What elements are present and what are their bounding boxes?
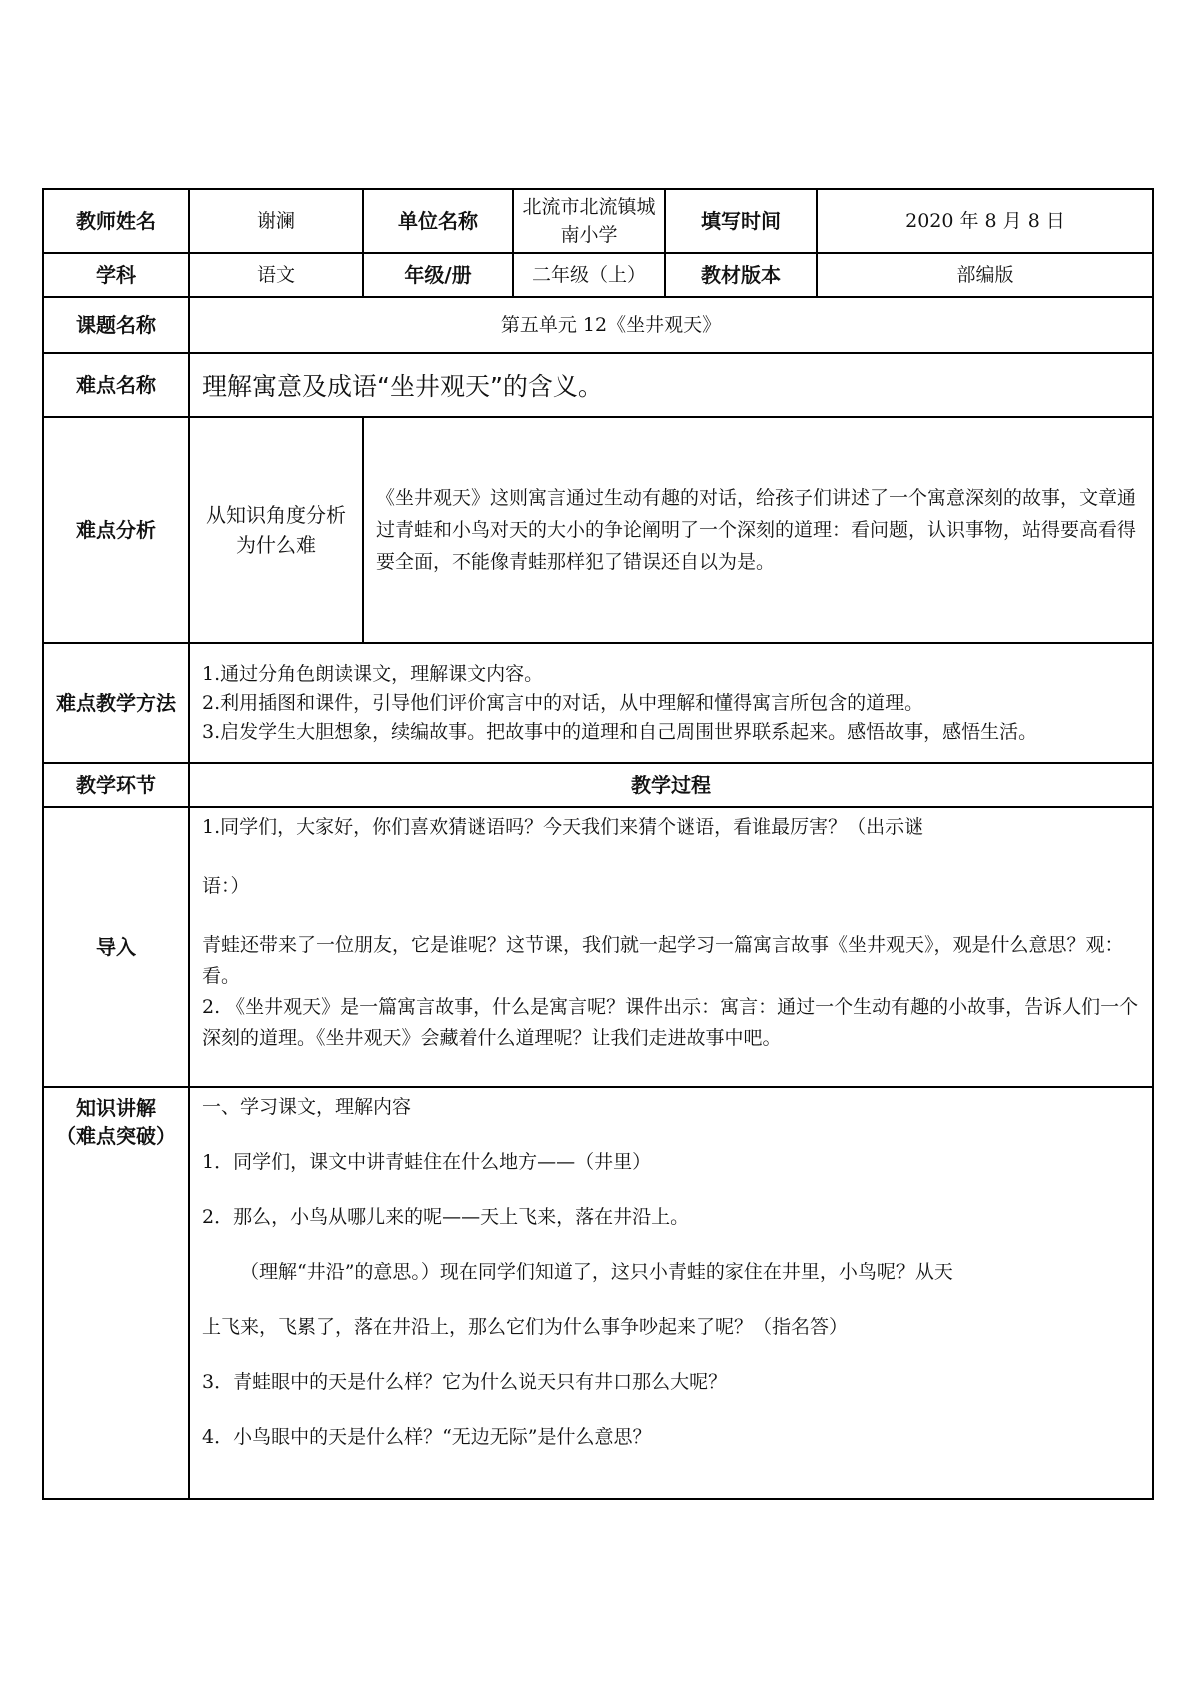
intro-label: 导入 (43, 807, 189, 1087)
grade-value: 二年级（上） (513, 253, 665, 297)
intro-paragraph: 1.同学们，大家好，你们喜欢猜谜语吗？今天我们来猜个谜语，看谁最厉害？（出示谜 (202, 816, 924, 838)
knowledge-label-line2: （难点突破） (56, 1124, 176, 1148)
subject-value: 语文 (189, 253, 363, 297)
header-row-2 (43, 253, 1153, 297)
date-value: 2020 年 8 月 8 日 (817, 189, 1153, 253)
intro-paragraph: 2. 《坐井观天》是一篇寓言故事，什么是寓言呢？课件出示：寓言：通过一个生动有趣的小故事，告诉人们一个深刻的道理。《坐井观天》会藏着什么道理呢？让我们走进故事中吧。 (202, 996, 1139, 1049)
analysis-sublabel-line2: 为什么难 (236, 533, 316, 557)
knowledge-line: 4．小鸟眼中的天是什么样？“无边无际”是什么意思？ (202, 1426, 652, 1448)
unit-value-line2: 南小学 (560, 224, 618, 246)
lesson-plan (42, 188, 1152, 1500)
intro-paragraph: 青蛙还带来了一位朋友，它是谁呢？这节课，我们就一起学习一篇寓言故事《坐井观天》，观是什么意思？观：看。 (202, 934, 1124, 987)
knowledge-line: 1．同学们，课文中讲青蛙住在什么地方——（井里） (202, 1151, 652, 1173)
analysis-row (43, 417, 1153, 643)
topic-value (189, 297, 1153, 353)
unit-label: 单位名称 (363, 189, 513, 253)
difficulty-label: 难点名称 (43, 353, 189, 417)
topic-text: 第五单元 12《坐井观天》 (500, 314, 722, 336)
unit-value-line1: 北流市北流镇城 (522, 196, 656, 218)
analysis-label: 难点分析 (43, 417, 189, 643)
method-label: 难点教学方法 (43, 643, 189, 763)
topic-row (43, 297, 1153, 353)
analysis-sublabel (189, 417, 363, 643)
grade-label: 年级/册 (363, 253, 513, 297)
method-row (43, 643, 1153, 763)
topic-label: 课题名称 (43, 297, 189, 353)
knowledge-row (43, 1087, 1153, 1499)
analysis-sublabel-line1: 从知识角度分析 (206, 503, 346, 527)
unit-value (513, 189, 665, 253)
method-list (189, 643, 1153, 763)
method-item: 1.通过分角色朗读课文，理解课文内容。 (202, 662, 544, 685)
intro-content (189, 807, 1153, 1087)
difficulty-row (43, 353, 1153, 417)
knowledge-line: 2．那么，小鸟从哪儿来的呢——天上飞来，落在井沿上。 (202, 1206, 690, 1228)
knowledge-line: 3．青蛙眼中的天是什么样？它为什么说天只有井口那么大呢？ (202, 1371, 728, 1393)
analysis-text: 《坐井观天》这则寓言通过生动有趣的对话，给孩子们讲述了一个寓意深刻的故事，文章通过青蛙和小鸟对天的大小的争论阐明了一个深刻的道理：看问题，认识事物，站得要高看得要全面，不能像青蛙那样犯了错误还自以为是。 (363, 417, 1153, 643)
teacher-value: 谢澜 (189, 189, 363, 253)
intro-row (43, 807, 1153, 1087)
knowledge-line: 上飞来，飞累了，落在井沿上，那么它们为什么事争吵起来了呢？（指名答） (202, 1316, 849, 1338)
method-item: 3.启发学生大胆想象，续编故事。把故事中的道理和自己周围世界联系起来。感悟故事，感悟生活。 (202, 720, 1038, 743)
knowledge-label (43, 1087, 189, 1499)
method-item: 2.利用插图和课件，引导他们评价寓言中的对话，从中理解和懂得寓言所包含的道理。 (202, 691, 924, 714)
process-header-row (43, 763, 1153, 807)
edition-value: 部编版 (817, 253, 1153, 297)
process-header: 教学过程 (189, 763, 1153, 807)
difficulty-value: 理解寓意及成语“坐井观天”的含义。 (189, 353, 1153, 417)
date-label: 填写时间 (665, 189, 817, 253)
intro-paragraph: 语：） (202, 875, 250, 897)
knowledge-content (189, 1087, 1153, 1499)
stage-header: 教学环节 (43, 763, 189, 807)
edition-label: 教材版本 (665, 253, 817, 297)
knowledge-label-line1: 知识讲解 (76, 1096, 156, 1120)
subject-label: 学科 (43, 253, 189, 297)
header-row-1 (43, 189, 1153, 253)
teacher-label: 教师姓名 (43, 189, 189, 253)
knowledge-line: 一、学习课文，理解内容 (202, 1096, 412, 1118)
lesson-plan-table (42, 188, 1154, 1500)
knowledge-line: （理解“井沿”的意思。）现在同学们知道了，这只小青蛙的家住在井里，小鸟呢？从天 (240, 1261, 953, 1283)
